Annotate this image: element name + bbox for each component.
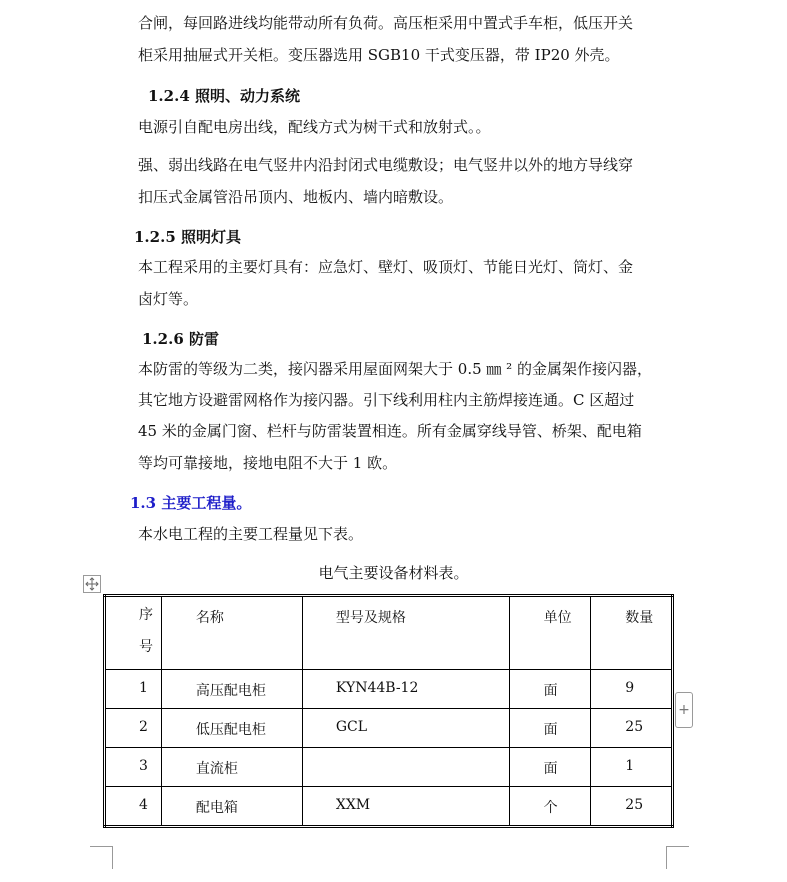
cell-name[interactable]: [161, 787, 302, 827]
header-model: 型号及规格: [335, 610, 406, 626]
header-cell-qty[interactable]: [591, 596, 673, 670]
section-heading-1-2-6: 1.2.6 防雷: [142, 330, 219, 348]
row-qty: 1: [625, 758, 635, 774]
section-heading-1-2-5: 1.2.5 照明灯具: [134, 228, 241, 246]
cell-model[interactable]: [302, 787, 509, 827]
row-unit: 个: [543, 800, 558, 816]
row-model: GCL: [335, 719, 368, 735]
row-name: 直流柜: [195, 761, 238, 777]
equipment-table: [103, 594, 674, 828]
move-arrows-icon: [85, 577, 99, 591]
table-row: [105, 748, 673, 787]
cell-model[interactable]: [302, 709, 509, 748]
header-cell-model[interactable]: [302, 596, 509, 670]
row-no: 2: [139, 719, 148, 735]
cell-no[interactable]: [105, 748, 162, 787]
cell-qty[interactable]: [591, 787, 673, 827]
paragraph-line: 本防雷的等级为二类，接闪器采用屋面网架大于 0.5 ㎜ ² 的金属架作接闪器，: [138, 360, 652, 378]
cell-qty[interactable]: [591, 670, 673, 709]
cell-unit[interactable]: [509, 787, 591, 827]
page-corner-marker-right: [666, 846, 689, 869]
page-corner-marker-left: [90, 846, 113, 869]
header-unit: 单位: [543, 610, 572, 626]
cell-qty[interactable]: [591, 709, 673, 748]
row-unit: 面: [543, 761, 558, 777]
row-qty: 25: [625, 797, 644, 813]
table-row: [105, 787, 673, 827]
row-no: 4: [139, 797, 148, 813]
row-no: 1: [139, 680, 148, 696]
paragraph-line: 合闸，每回路进线均能带动所有负荷。高压柜采用中置式手车柜，低压开关: [138, 14, 634, 32]
cell-no[interactable]: [105, 670, 162, 709]
row-unit: 面: [543, 722, 558, 738]
row-model: KYN44B-12: [335, 680, 419, 696]
cell-model[interactable]: [302, 670, 509, 709]
row-qty: 9: [625, 680, 635, 696]
header-name: 名称: [195, 610, 224, 626]
paragraph-line: 卤灯等。: [138, 290, 199, 308]
paragraph-line: 等均可靠接地，接地电阻不大于 1 欧。: [138, 454, 398, 472]
paragraph-line: 其它地方设避雷网格作为接闪器。引下线利用柱内主筋焊接连通。C 区超过: [138, 391, 635, 409]
row-no: 3: [139, 758, 148, 774]
cell-model[interactable]: [302, 748, 509, 787]
row-name: 高压配电柜: [195, 683, 266, 699]
paragraph-line: 本水电工程的主要工程量见下表。: [138, 525, 364, 543]
row-model: [303, 748, 509, 758]
table-caption: 电气主要设备材料表。: [318, 564, 469, 582]
header-cell-unit[interactable]: [509, 596, 591, 670]
row-unit: 面: [543, 683, 558, 699]
header-no-line2: 号: [139, 639, 153, 655]
header-no-line1: 序: [139, 607, 153, 623]
cell-unit[interactable]: [509, 748, 591, 787]
section-heading-1-3: 1.3 主要工程量。: [130, 494, 252, 512]
paragraph-line: 电源引自配电房出线，配线方式为树干式和放射式。。: [138, 118, 491, 136]
row-model: XXM: [335, 797, 371, 813]
header-qty: 数量: [625, 610, 654, 626]
paragraph-line: 45 米的金属门窗、栏杆与防雷装置相连。所有金属穿线导管、桥架、配电箱: [138, 422, 642, 440]
add-row-button[interactable]: +: [675, 692, 693, 728]
cell-unit[interactable]: [509, 670, 591, 709]
table-header-row: [105, 596, 673, 670]
header-cell-no[interactable]: [105, 596, 162, 670]
cell-no[interactable]: [105, 787, 162, 827]
cell-name[interactable]: [161, 748, 302, 787]
row-name: 低压配电柜: [195, 722, 266, 738]
table-row: [105, 670, 673, 709]
row-qty: 25: [625, 719, 644, 735]
table-move-handle[interactable]: [83, 575, 101, 593]
section-heading-1-2-4: 1.2.4 照明、动力系统: [148, 87, 300, 105]
cell-qty[interactable]: [591, 748, 673, 787]
paragraph-line: 柜采用抽屉式开关柜。变压器选用 SGB10 干式变压器，带 IP20 外壳。: [138, 46, 620, 64]
table-row: [105, 709, 673, 748]
paragraph-line: 本工程采用的主要灯具有：应急灯、壁灯、吸顶灯、节能日光灯、筒灯、金: [138, 258, 634, 276]
paragraph-line: 强、弱出线路在电气竖井内沿封闭式电缆敷设；电气竖井以外的地方导线穿: [138, 156, 634, 174]
paragraph-line: 扣压式金属管沿吊顶内、地板内、墙内暗敷设。: [138, 188, 454, 206]
cell-unit[interactable]: [509, 709, 591, 748]
cell-name[interactable]: [161, 709, 302, 748]
cell-no[interactable]: [105, 709, 162, 748]
header-cell-name[interactable]: [161, 596, 302, 670]
cell-name[interactable]: [161, 670, 302, 709]
row-name: 配电箱: [195, 800, 238, 816]
